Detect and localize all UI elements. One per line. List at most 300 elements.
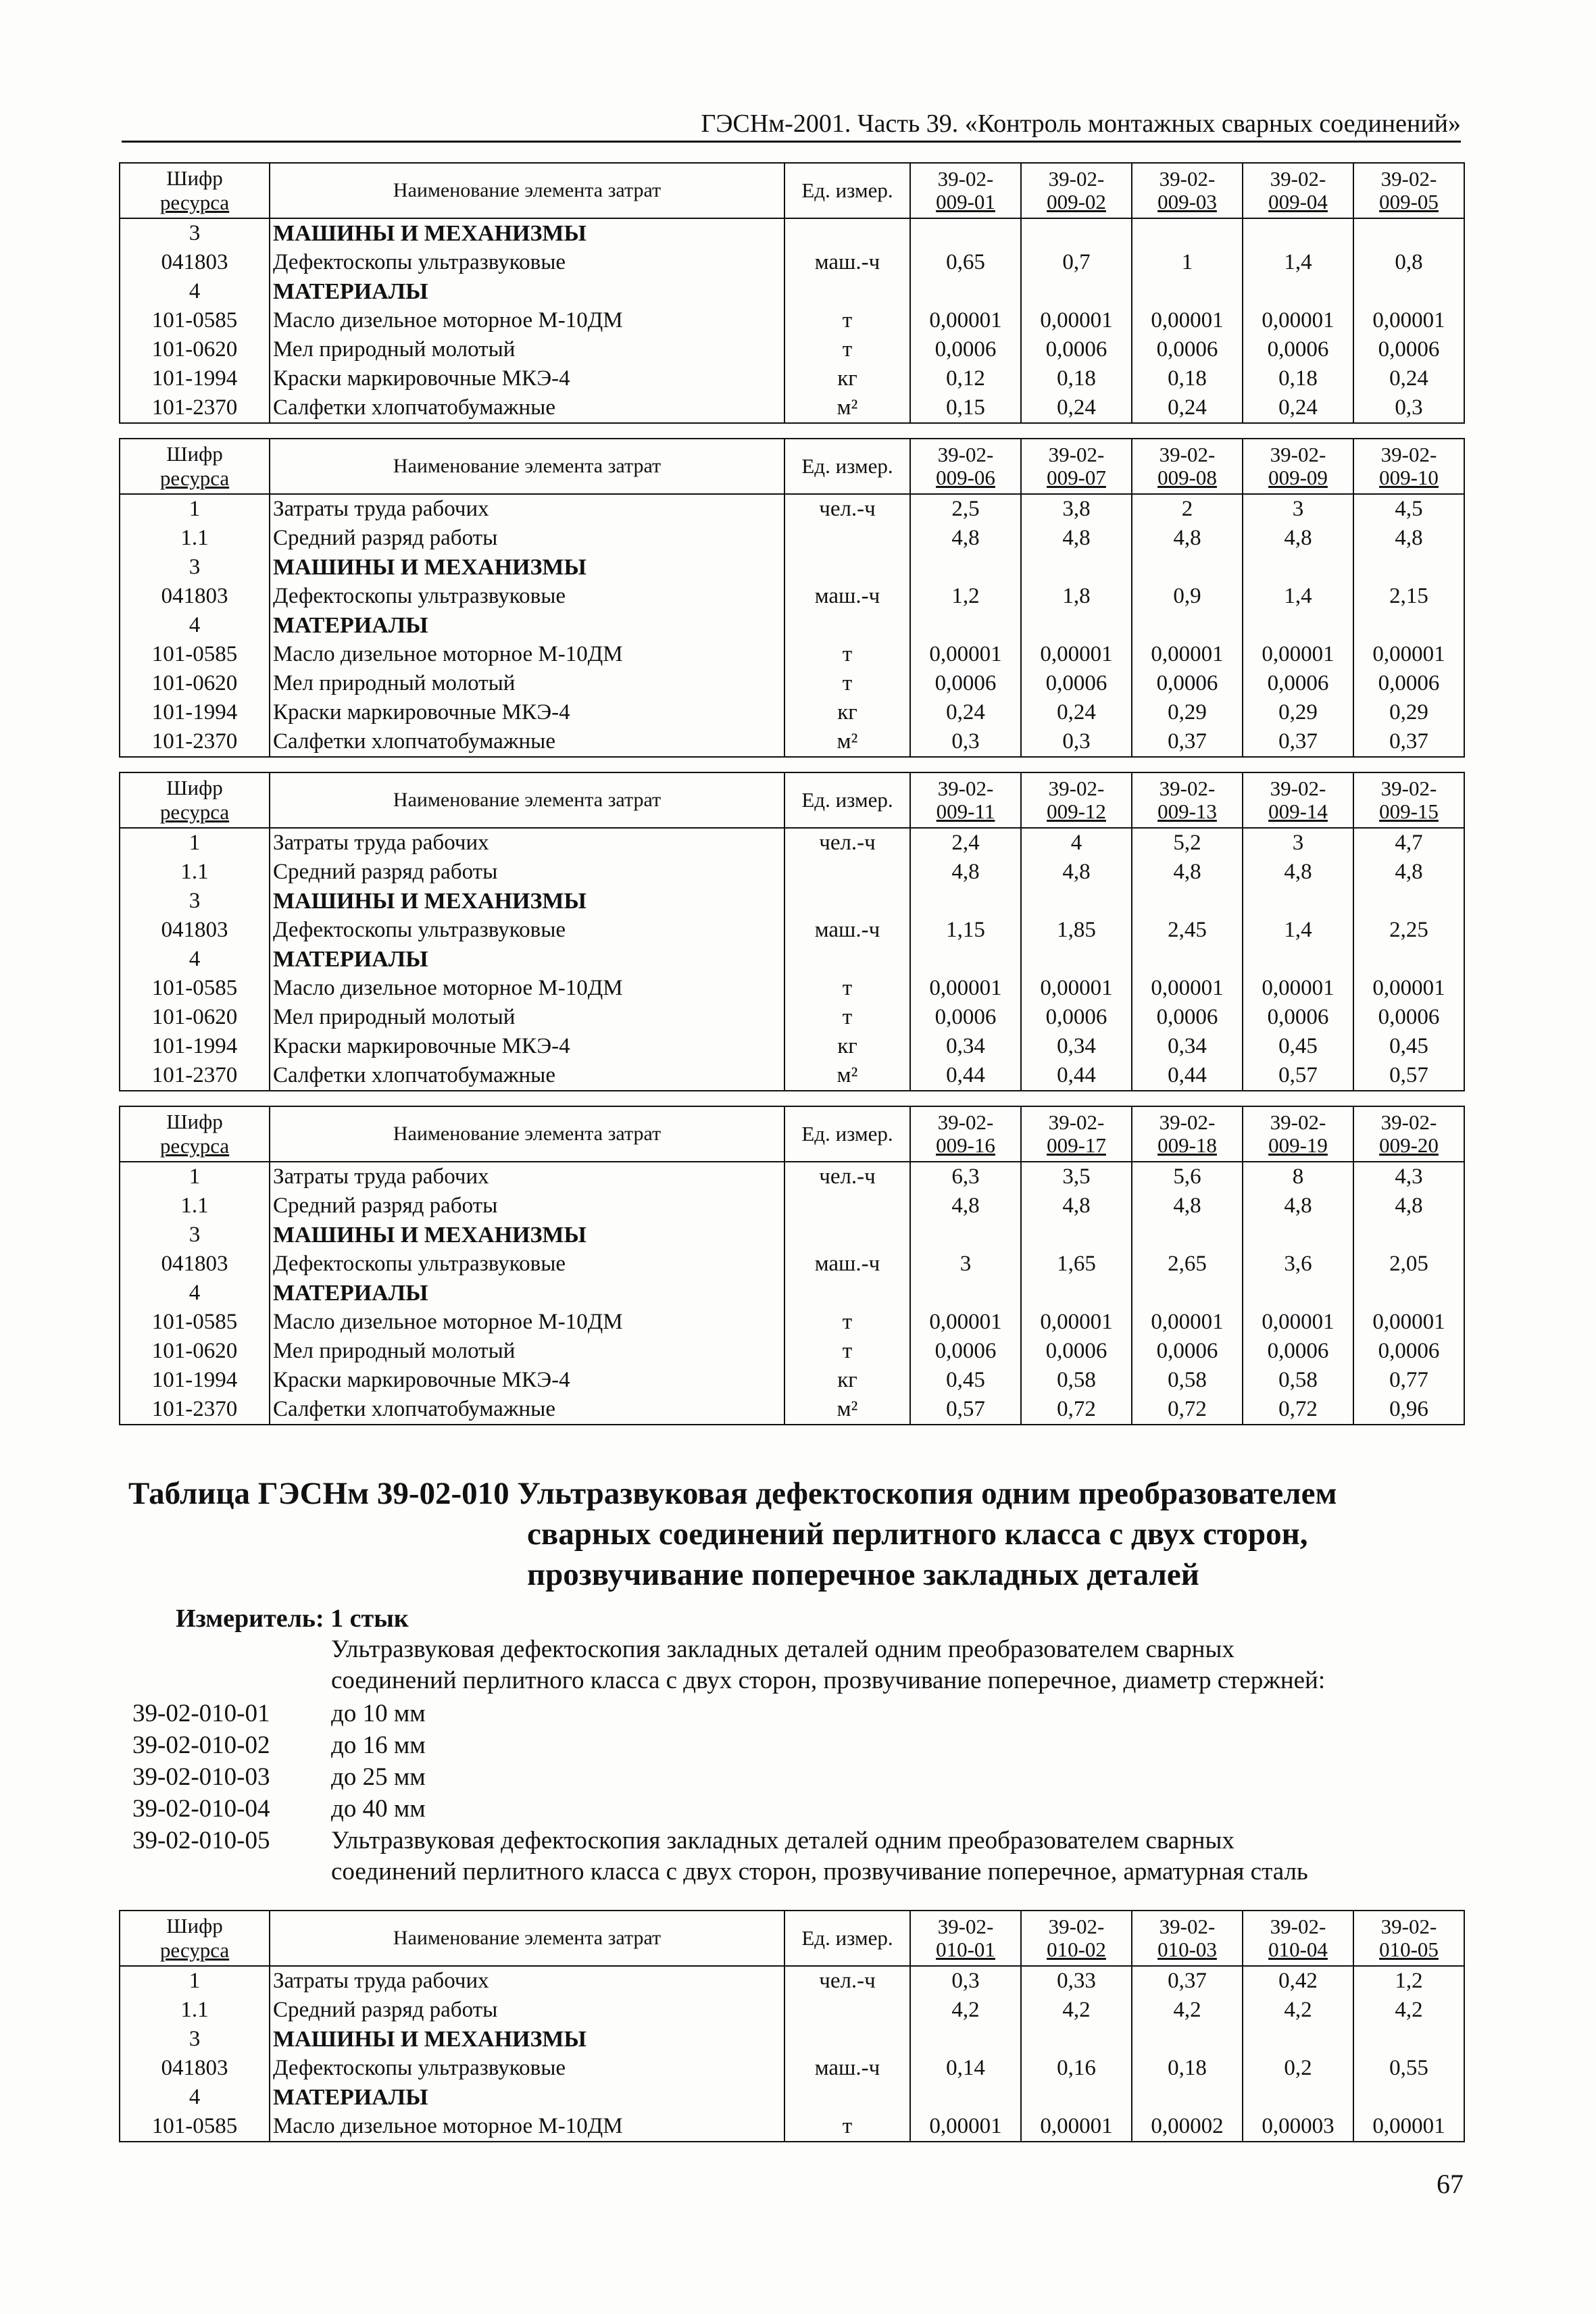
unit-cell [784,218,910,248]
resource-code-cell: 3 [120,2025,270,2054]
value-cell [1132,945,1243,974]
norm-code-suffix: 009-14 [1268,799,1328,823]
value-cell [1132,2083,1243,2112]
value-cell: 5,6 [1132,1162,1243,1191]
unit-cell: м² [784,1395,910,1425]
header-norm-code [1243,1106,1353,1162]
value-cell [1021,887,1132,916]
value-cell [1353,2083,1464,2112]
value-cell [1132,553,1243,582]
cost-name-cell: Краски маркировочные МКЭ-4 [270,698,784,727]
cost-name-cell: Затраты труда рабочих [270,1162,784,1191]
value-cell: 0,0006 [1353,335,1464,364]
value-cell: 0,00001 [1353,2112,1464,2142]
norm-code-prefix: 39-02- [1270,1110,1326,1134]
unit-cell: кг [784,698,910,727]
cost-name-cell: МАШИНЫ И МЕХАНИЗМЫ [270,553,784,582]
value-cell: 0,29 [1353,698,1464,727]
resource-code-cell: 1 [120,828,270,858]
value-cell [1021,2025,1132,2054]
cost-name-cell: Средний разряд работы [270,1191,784,1221]
value-cell: 0,00001 [910,2112,1021,2142]
value-cell: 0,00001 [1132,306,1243,335]
value-cell: 4,8 [910,858,1021,887]
table-row [120,698,1464,727]
cost-name-cell: Масло дизельное моторное М-10ДМ [270,306,784,335]
header-cost-name: Наименование элемента затрат [270,439,784,494]
resource-code-cell: 101-0620 [120,335,270,364]
value-cell: 0,0006 [1243,1337,1353,1366]
table-section-row [120,2083,1464,2112]
value-cell: 0,3 [910,727,1021,757]
resource-code-cell: 4 [120,1279,270,1308]
resource-code-cell: 041803 [120,582,270,611]
value-cell [1132,2025,1243,2054]
cost-name-cell: МАШИНЫ И МЕХАНИЗМЫ [270,1221,784,1250]
value-cell: 0,15 [910,393,1021,423]
cost-name-cell: Средний разряд работы [270,524,784,553]
cost-name-cell: Дефектоскопы ультразвуковые [270,916,784,945]
unit-cell: маш.-ч [784,2054,910,2083]
norm-code-suffix: 009-07 [1047,466,1106,489]
header-unit: Ед. измер. [784,772,910,828]
norm-table [119,162,1465,424]
header-code-line-2: ресурса [159,466,230,490]
value-cell: 6,3 [910,1162,1021,1191]
value-cell: 4,8 [1353,858,1464,887]
resource-code-cell: 101-1994 [120,698,270,727]
norm-code-suffix: 009-08 [1157,466,1217,489]
table-section-row [120,611,1464,640]
resource-code-cell: 101-0585 [120,974,270,1003]
resource-code-cell: 101-0585 [120,640,270,669]
norm-code-suffix: 009-02 [1047,190,1106,214]
resource-code-cell: 4 [120,945,270,974]
value-cell: 0,00001 [1243,640,1353,669]
unit-cell: т [784,1337,910,1366]
cost-name-cell: Салфетки хлопчатобумажные [270,727,784,757]
value-cell: 0,00001 [910,1308,1021,1337]
value-cell [1353,1221,1464,1250]
resource-code-cell: 101-1994 [120,364,270,393]
cost-name-cell: Краски маркировочные МКЭ-4 [270,1366,784,1395]
table-row [120,494,1464,524]
value-cell: 4,8 [910,1191,1021,1221]
unit-cell: кг [784,1366,910,1395]
code-list-code: 39-02-010-01 [132,1700,270,1727]
value-cell: 0,65 [910,248,1021,277]
value-cell: 0,00001 [1132,974,1243,1003]
value-cell: 0,00001 [1353,1308,1464,1337]
value-cell: 2,05 [1353,1250,1464,1279]
code-list-text: до 25 мм [331,1763,426,1791]
norm-code-suffix: 009-20 [1379,1133,1439,1157]
value-cell: 2,45 [1132,916,1243,945]
value-cell: 4,8 [1132,858,1243,887]
value-cell [1132,887,1243,916]
cost-name-cell: Салфетки хлопчатобумажные [270,393,784,423]
value-cell [1021,277,1132,306]
value-cell: 0,44 [1132,1061,1243,1091]
value-cell: 0,00001 [1021,2112,1132,2142]
resource-code-cell: 101-0585 [120,1308,270,1337]
value-cell: 0,0006 [910,1337,1021,1366]
value-cell: 4,7 [1353,828,1464,858]
norm-code-suffix: 010-05 [1379,1938,1439,1961]
value-cell [1353,218,1464,248]
header-code-line-2: ресурса [159,800,230,824]
value-cell: 4,2 [910,1996,1021,2025]
page-number: 67 [1437,2169,1464,2199]
header-norm-code [1243,163,1353,218]
cost-name-cell: Краски маркировочные МКЭ-4 [270,364,784,393]
value-cell: 0,2 [1243,2054,1353,2083]
cost-name-cell: Средний разряд работы [270,858,784,887]
unit-cell: т [784,335,910,364]
unit-cell: т [784,2112,910,2142]
value-cell: 0,00001 [1243,974,1353,1003]
unit-cell: маш.-ч [784,1250,910,1279]
value-cell: 0,29 [1243,698,1353,727]
value-cell: 0,3 [1021,727,1132,757]
unit-cell [784,2083,910,2112]
norm-code-prefix: 39-02- [1159,777,1216,800]
norm-code-prefix: 39-02- [1159,167,1216,191]
value-cell: 1,4 [1243,248,1353,277]
value-cell: 0,8 [1353,248,1464,277]
cost-name-cell: Салфетки хлопчатобумажные [270,1395,784,1425]
table-row [120,248,1464,277]
value-cell: 2,4 [910,828,1021,858]
norm-table [119,438,1465,758]
header-norm-code [1021,1106,1132,1162]
value-cell [1353,945,1464,974]
value-cell: 1,8 [1021,582,1132,611]
cost-name-cell: МАТЕРИАЛЫ [270,611,784,640]
code-list-item [132,1698,1235,1729]
header-cost-name: Наименование элемента затрат [270,1911,784,1966]
value-cell: 4,3 [1353,1162,1464,1191]
value-cell [1132,1279,1243,1308]
table-row [120,393,1464,423]
header-norm-code [910,439,1021,494]
table-header-row [120,163,1464,218]
table-section-row [120,553,1464,582]
table-section-row [120,887,1464,916]
norm-code-prefix: 39-02- [1270,777,1326,800]
header-norm-code [1021,1911,1132,1966]
value-cell: 0,29 [1132,698,1243,727]
value-cell: 3,6 [1243,1250,1353,1279]
value-cell: 3 [1243,828,1353,858]
value-cell: 0,0006 [1243,669,1353,698]
value-cell [1021,553,1132,582]
value-cell: 0,72 [1132,1395,1243,1425]
unit-cell [784,1996,910,2025]
value-cell: 4 [1021,828,1132,858]
value-cell: 0,0006 [910,669,1021,698]
value-cell: 0,00002 [1132,2112,1243,2142]
resource-code-cell: 101-2370 [120,393,270,423]
value-cell: 0,45 [910,1366,1021,1395]
table-row [120,1191,1464,1221]
value-cell: 0,00001 [910,974,1021,1003]
value-cell: 0,58 [1021,1366,1132,1395]
unit-cell: кг [784,1032,910,1061]
header-norm-code [1353,439,1464,494]
norm-code-suffix: 009-04 [1268,190,1328,214]
resource-code-cell: 4 [120,2083,270,2112]
code-list-code: 39-02-010-05 [132,1827,270,1854]
value-cell: 4,8 [1021,858,1132,887]
table-row [120,1366,1464,1395]
value-cell [1243,2083,1353,2112]
table-row [120,582,1464,611]
header-norm-code [910,1911,1021,1966]
value-cell: 0,18 [1132,364,1243,393]
header-resource-code [120,1106,270,1162]
value-cell: 0,7 [1021,248,1132,277]
norm-code-prefix: 39-02- [937,1110,994,1134]
unit-cell: чел.-ч [784,1966,910,1996]
value-cell [910,1221,1021,1250]
header-norm-code [1353,772,1464,828]
unit-cell: маш.-ч [784,248,910,277]
value-cell: 0,18 [1243,364,1353,393]
value-cell [1132,1221,1243,1250]
value-cell [1243,945,1353,974]
cost-name-cell: Мел природный молотый [270,669,784,698]
table-row [120,1395,1464,1425]
value-cell: 0,24 [1243,393,1353,423]
value-cell: 4,8 [1243,524,1353,553]
header-norm-code [1243,439,1353,494]
cost-name-cell: Затраты труда рабочих [270,494,784,524]
norm-code-prefix: 39-02- [1159,1915,1216,1938]
table-section-row [120,1221,1464,1250]
value-cell: 0,18 [1021,364,1132,393]
unit-cell: т [784,1003,910,1032]
table-header-row [120,1106,1464,1162]
unit-cell: м² [784,727,910,757]
unit-cell [784,553,910,582]
unit-cell: чел.-ч [784,828,910,858]
resource-code-cell: 3 [120,553,270,582]
header-norm-code [1021,772,1132,828]
cost-name-cell: МАШИНЫ И МЕХАНИЗМЫ [270,2025,784,2054]
value-cell: 0,18 [1132,2054,1243,2083]
norm-table [119,772,1465,1091]
value-cell [910,887,1021,916]
value-cell: 0,0006 [1353,1337,1464,1366]
table-row [120,669,1464,698]
value-cell [1021,945,1132,974]
norm-code-suffix: 010-03 [1157,1938,1217,1961]
header-resource-code [120,772,270,828]
norm-table [119,1106,1465,1425]
value-cell: 0,45 [1243,1032,1353,1061]
table-row [120,306,1464,335]
norm-code-suffix: 009-17 [1047,1133,1106,1157]
norm-code-prefix: 39-02- [1159,1110,1216,1134]
value-cell: 4,8 [1021,524,1132,553]
cost-name-cell: Затраты труда рабочих [270,828,784,858]
value-cell: 1,4 [1243,582,1353,611]
cost-name-cell: Дефектоскопы ультразвуковые [270,248,784,277]
value-cell [1353,887,1464,916]
value-cell [1243,277,1353,306]
value-cell [910,945,1021,974]
value-cell [1021,1221,1132,1250]
description-1-line-2: соединений перлитного класса с двух сторон, прозвучивание поперечное, диаметр стержней: [331,1667,1326,1694]
norm-code-prefix: 39-02- [1270,443,1326,466]
value-cell [1353,2025,1464,2054]
table-row [120,2112,1464,2142]
resource-code-cell: 1 [120,1966,270,1996]
table-row [120,1337,1464,1366]
value-cell: 4,8 [1353,524,1464,553]
table-section-row [120,2025,1464,2054]
resource-code-cell: 1 [120,494,270,524]
header-norm-code [1353,163,1464,218]
value-cell: 0,34 [1021,1032,1132,1061]
value-cell [910,1279,1021,1308]
value-cell: 0,0006 [1021,1003,1132,1032]
resource-code-cell: 041803 [120,1250,270,1279]
value-cell: 0,3 [910,1966,1021,1996]
resource-code-cell: 041803 [120,248,270,277]
value-cell: 0,12 [910,364,1021,393]
code-list-code: 39-02-010-02 [132,1731,270,1759]
cost-name-cell: МАТЕРИАЛЫ [270,945,784,974]
norm-code-prefix: 39-02- [1380,777,1437,800]
resource-code-cell: 101-0585 [120,306,270,335]
header-norm-code [1132,439,1243,494]
description-1-line-1: Ультразвуковая дефектоскопия закладных деталей одним преобразователем сварных [331,1635,1235,1663]
header-norm-code [1132,163,1243,218]
value-cell: 0,0006 [1132,669,1243,698]
header-norm-code [1132,772,1243,828]
header-norm-code [1132,1106,1243,1162]
value-cell: 1,15 [910,916,1021,945]
value-cell: 0,00001 [1021,1308,1132,1337]
norm-code-suffix: 009-05 [1379,190,1439,214]
resource-code-cell: 101-0620 [120,669,270,698]
value-cell [1243,1279,1353,1308]
value-cell: 0,37 [1243,727,1353,757]
table-row [120,828,1464,858]
value-cell: 0,00001 [1353,974,1464,1003]
value-cell: 0,0006 [1243,335,1353,364]
value-cell: 0,00001 [1243,1308,1353,1337]
unit-cell: т [784,640,910,669]
header-resource-code [120,439,270,494]
value-cell [1132,277,1243,306]
norm-code-suffix: 009-11 [936,799,995,823]
code-list-item [132,1761,1235,1793]
header-cost-name: Наименование элемента затрат [270,772,784,828]
value-cell: 0,00001 [1132,640,1243,669]
value-cell: 4,2 [1132,1996,1243,2025]
header-norm-code [910,772,1021,828]
value-cell [1243,611,1353,640]
value-cell: 0,72 [1021,1395,1132,1425]
value-cell: 0,24 [1132,393,1243,423]
resource-code-cell: 1 [120,1162,270,1191]
cost-name-cell: МАШИНЫ И МЕХАНИЗМЫ [270,218,784,248]
value-cell [910,218,1021,248]
value-cell [1243,1221,1353,1250]
resource-code-cell: 041803 [120,2054,270,2083]
value-cell [1353,611,1464,640]
norm-code-prefix: 39-02- [937,167,994,191]
norm-code-suffix: 010-01 [936,1938,995,1961]
code-list-item [132,1793,1235,1825]
value-cell: 0,00001 [910,306,1021,335]
value-cell: 2,15 [1353,582,1464,611]
unit-cell: чел.-ч [784,1162,910,1191]
table-section-row [120,218,1464,248]
value-cell [1243,2025,1353,2054]
header-norm-code [910,1106,1021,1162]
table-row [120,1061,1464,1091]
header-code-line-2: ресурса [159,1134,230,1158]
cost-name-cell: Салфетки хлопчатобумажные [270,1061,784,1091]
value-cell [1243,887,1353,916]
value-cell: 0,77 [1353,1366,1464,1395]
code-list-text: до 40 мм [331,1795,426,1823]
value-cell: 4,8 [1132,524,1243,553]
cost-name-cell: Масло дизельное моторное М-10ДМ [270,974,784,1003]
cost-name-cell: МАТЕРИАЛЫ [270,277,784,306]
norm-code-suffix: 009-10 [1379,466,1439,489]
resource-code-cell: 101-0585 [120,2112,270,2142]
table-row [120,2054,1464,2083]
value-cell: 0,44 [1021,1061,1132,1091]
resource-code-cell: 041803 [120,916,270,945]
value-cell: 2,5 [910,494,1021,524]
running-title: ГЭСНм-2001. Часть 39. «Контроль монтажных сварных соединений» [701,109,1461,138]
value-cell [1021,2083,1132,2112]
value-cell: 2,65 [1132,1250,1243,1279]
unit-cell: т [784,974,910,1003]
value-cell [1021,1279,1132,1308]
value-cell: 0,0006 [910,335,1021,364]
resource-code-cell: 3 [120,887,270,916]
value-cell: 0,00001 [1132,1308,1243,1337]
resource-code-cell: 101-1994 [120,1366,270,1395]
norm-code-suffix: 009-15 [1379,799,1439,823]
value-cell: 0,24 [910,698,1021,727]
value-cell: 0,14 [910,2054,1021,2083]
code-list-code: 39-02-010-04 [132,1795,270,1823]
header-code-line-1: Шифр [166,1110,223,1133]
table-row [120,1032,1464,1061]
measure-unit: Измеритель: 1 стык [176,1604,409,1633]
header-norm-code [910,163,1021,218]
code-list-item [132,1825,1235,1856]
norm-code-prefix: 39-02- [1380,1915,1437,1938]
cost-name-cell: Краски маркировочные МКЭ-4 [270,1032,784,1061]
header-code-line-1: Шифр [166,166,223,190]
value-cell: 0,24 [1021,393,1132,423]
norm-code-prefix: 39-02- [1048,1915,1105,1938]
value-cell [1353,277,1464,306]
value-cell [1021,611,1132,640]
norm-code-suffix: 009-16 [936,1133,995,1157]
unit-cell: кг [784,364,910,393]
value-cell: 3,5 [1021,1162,1132,1191]
